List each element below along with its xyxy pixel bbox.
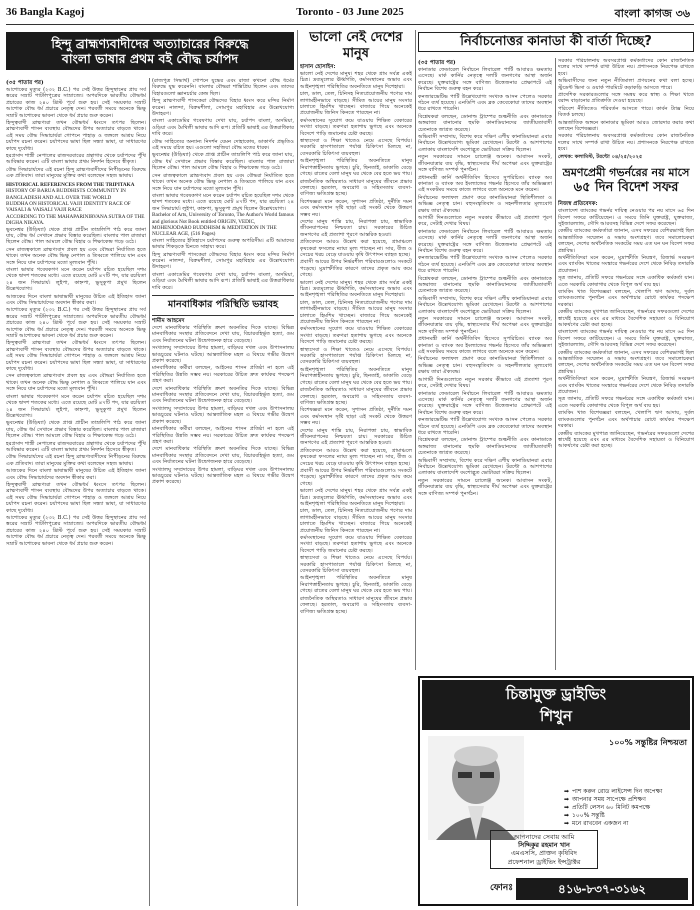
article3-paragraph: প্রধানমন্ত্রী কার্নি অর্থনীতিবিদ হিসেবে সুপরিচিত। ব্যাংক অব কানাডা ও ব্যাংক অব ইংল্যান্ডের গভর্নর হিসেবে তাঁর অভিজ্ঞতা এই সংকটময় সময়ে কাজে লাগবে বলে অনেকে মনে করেন। [418,174,552,194]
ad-feature-item [564,812,692,820]
article4-headline-line1: ভ্রমণপ্রেমী গভর্নরের নয় মাসে [562,166,690,180]
article1-headline-line1: হিন্দু ব্রাহ্মণ্যবাদীদের অত্যাচারের বিরুদ্ধে [51,36,249,51]
article1-paragraph: বৌদ্ধ সাহিত্যের অন্যান্য নিদর্শন যেমন দোহাকোষ, ডাকার্ণব প্রভৃতিও এই সময়ে রচিত হয়। এগুলো সহজিয়া বৌদ্ধ মতের ধারক। [152,138,294,152]
article2-paragraph: ভালো নেই দেশের মানুষ। শহর থেকে গ্রাম সর্বত্র একই চিত্র। দ্রব্যমূল্যের ঊর্ধ্বগতি, কর্মসংস্থানের অভাব এবং আইনশৃঙ্খলা পরিস্থিতির অবনতিতে মানুষ দিশেহারা। [300,488,412,507]
article3-paragraph: নতুন সরকারের সামনে চ্যালেঞ্জ অনেক। আবাসন সংকট, জীবনযাত্রার ব্যয় বৃদ্ধি, স্বাস্থ্যসেবার দীর্ঘ অপেক্ষা এবং যুক্তরাষ্ট্রের সঙ্গে বাণিজ্য সম্পর্ক পুনর্গঠন। [418,154,552,174]
ad-feature-item [564,788,692,796]
article4-paragraph: কেন্দ্রীয় ব্যাংকের মুখপাত্র জানিয়েছেন, গভর্নরের সফরগুলো দেশের স্বার্থেই হয়েছে এবং এর মাধ্যমে বৈদেশিক সহায়তা ও বিনিয়োগ আকর্ষণের চেষ্টা করা হচ্ছে। [558,430,694,450]
section2-headline: মানবাধিকার পরিস্থিতি ভয়াবহ [152,295,294,316]
section2-paragraph: সংখ্যালঘু সম্প্রদায়ের উপর হামলা, বাড়িঘর দখল এবং উপাসনালয় ভাঙচুরের ঘটনাও ঘটছে। আন্তর্জাতিক মহল এ বিষয়ে গভীর উদ্বেগ প্রকাশ করেছে। [152,466,294,486]
article3-paragraph: আন্তর্জাতিক অঙ্গনে কানাডার ভূমিকা আরও জোরদার করার কথা বলছেন বিশেষজ্ঞরা। [558,119,694,133]
column-3 [300,30,412,906]
header-rule [6,24,694,25]
ad-title-line2: শিখুন [540,707,572,725]
article1-reference: BUDDHA ON HISTORICAL VAJJI IDENTITY RACE OF VAISALI & VAISALI VAJJI RACE [6,200,131,214]
article2-paragraph: প্রবাসী আয়ের উপর নির্ভরশীল পরিবারগুলোও সংকটে পড়েছে। মুদ্রাস্ফীতির কারণে তাদের প্রকৃত আয় কমে গেছে। [300,259,412,279]
ad-feature-text: আপনার সময় সাপেক্ষে প্রশিক্ষণ [572,796,646,803]
section2-paragraph: দেশে মানবাধিকার পরিস্থিতি ক্রমশ অবনতির দিকে যাচ্ছে। বিভিন্ন মানবাধিকার সংস্থার প্রতিবেদনে দেখা যায়, বিচারবহির্ভূত হত্যা, গুম এবং নির্যাতনের ঘটনা উদ্বেগজনক হারে বেড়েছে। [152,446,294,466]
section2-paragraph: দেশে মানবাধিকার পরিস্থিতি ক্রমশ অবনতির দিকে যাচ্ছে। বিভিন্ন মানবাধিকার সংস্থার প্রতিবেদনে দেখা যায়, বিচারবহির্ভূত হত্যা, গুম এবং নির্যাতনের ঘটনা উদ্বেগজনক হারে বেড়েছে। [152,325,294,344]
article1-paragraph: হিন্দু ব্রাহ্মণ্যবাদী শাসকেরা বৌদ্ধদের বিহার ধ্বংস করে মন্দির নির্মাণ করেন। নালন্দা, বিক্রমশীলা, সোমপুর মহাবিহার এর উল্লেখযোগ্য উদাহরণ। [152,251,294,271]
article2-paragraph: প্রতিবেদনে আরও উল্লেখ করা হয়েছে, গ্রামাঞ্চলে কৃষকেরা ফসলের ন্যায্য মূল্য পাচ্ছেন না। সার, বীজ ও সেচের খরচ বেড়ে যাওয়ায় কৃষি উৎপাদন ব্যাহত হচ্ছে। [300,447,412,467]
article4-paragraph: সূত্র জানায়, প্রতিটি সফরে গভর্নরের সঙ্গে একাধিক কর্মকর্তা যান। এতে সরকারি কোষাগার থেকে বিপুল অর্থ ব্যয় হয়। [558,396,694,409]
article1-headline-block [6,32,294,72]
article1-reference: HISTORY OF BARUA BUDDHISTS COMMUNITY IN BANGLADESH AND ALL OVER THE WORLD [6,188,126,201]
article4-paragraph: বাংলাদেশ ব্যাংকের গভর্নর দায়িত্ব নেওয়ার পর নয় মাসে ৬৫ দিন বিদেশ সফরে কাটিয়েছেন। এ সময়ে তিনি যুক্তরাষ্ট্র, যুক্তরাজ্য, সুইজারল্যান্ড, সৌদি আরবসহ বিভিন্ন দেশে সফর করেছেন। [558,208,694,227]
article4-paragraph: সূত্র জানায়, প্রতিটি সফরে গভর্নরের সঙ্গে একাধিক কর্মকর্তা যান। এতে সরকারি কোষাগার থেকে বিপুল অর্থ ব্যয় হয়। [558,275,694,288]
column-divider [555,58,556,670]
article3-paragraph: কনজারভেটিভ পার্টি উল্লেখযোগ্য সংখ্যক আসন পেলেও সরকার গঠনে ব্যর্থ হয়েছে। এনডিপি এবং ব্লক কেবেকোয়া তাদের অবস্থান ধরে রাখতে পারেনি। [418,417,552,436]
article1-reference: ACCORDING TO THE MAHAPARINIRVANA SUTRA OF THE DIGHA NIKAYA. [6,213,145,227]
article3-paragraph: কনজারভেটিভ পার্টি উল্লেখযোগ্য সংখ্যক আসন পেলেও সরকার গঠনে ব্যর্থ হয়েছে। এনডিপি এবং ব্লক কেবেকোয়া তাদের অবস্থান ধরে রাখতে পারেনি। [418,93,552,113]
article4-headline-line2: ৬৫ দিন বিদেশ সফর [573,180,679,196]
ad-feature-text: ১০০% সন্তুষ্টি [572,812,605,819]
arrow-icon: ➡ [564,796,570,803]
article2-paragraph: কর্মসংস্থানের সুযোগ কমে যাওয়ায় শিক্ষিত বেকারের সংখ্যা বাড়ছে। তরুণরা হতাশায় ভুগছে এবং অনেকে বিদেশে পাড়ি জমানোর চেষ্টা করছে। [300,326,412,346]
section2-byline: শামীম আহমেদ [152,318,185,324]
article3-paragraph: অভিবাসী সম্প্রদায়, বিশেষ করে দক্ষিণ এশীয় কানাডিয়ানরা এবার নির্বাচনে উল্লেখযোগ্য ভূমিকা রেখেছেন। টরন্টো ও আশপাশের এলাকায় বাংলাদেশি বংশোদ্ভূত ভোটাররা সক্রিয় ছিলেন। [418,134,552,153]
driving-school-ad [418,676,694,906]
article1-paragraph: (রাজপুত্র সিদ্ধার্থ) গোপনে যুদ্ধের এবং রাজা কখনো বৌদ্ধ ধর্মের বিরুদ্ধে যুদ্ধ করেননি। বাংলার বৌদ্ধরা শান্তিপ্রিয় ছিলেন এবং তাদের বিহারগুলো জ্ঞানচর্চার কেন্দ্র ছিল। [152,78,294,97]
article3-paragraph: নতুন সরকারের সামনে চ্যালেঞ্জ অনেক। আবাসন সংকট, জীবনযাত্রার ব্যয় বৃদ্ধি, স্বাস্থ্যসেবার দীর্ঘ অপেক্ষা এবং যুক্তরাষ্ট্রের সঙ্গে বাণিজ্য সম্পর্ক পুনর্গঠন। [418,316,552,335]
article4-headline [558,166,694,196]
page-number-right: বাংলা কাগজ ৩৬ [614,7,690,20]
article3-headline: নির্বাচনোত্তর কানাডা কী বার্তা দিচ্ছে? [418,32,694,52]
article3-paragraph: কনজারভেটিভ পার্টি উল্লেখযোগ্য সংখ্যক আসন পেলেও সরকার গঠনে ব্যর্থ হয়েছে। এনডিপি এবং ব্লক কেবেকোয়া তাদের অবস্থান ধরে রাখতে পারেনি। [418,255,552,275]
section2-paragraph: সংখ্যালঘু সম্প্রদায়ের উপর হামলা, বাড়িঘর দখল এবং উপাসনালয় ভাঙচুরের ঘটনাও ঘটছে। আন্তর্জাতিক মহল এ বিষয়ে গভীর উদ্বেগ প্রকাশ করেছে। [152,345,294,365]
article1-paragraph: হরপ্রসাদ শাস্ত্রী নেপালের রাজদরবারের গ্রন্থাগার থেকে চর্যাপদের পুঁথি আবিষ্কার করেন। এটি বাংলা ভাষার প্রথম নিদর্শন হিসেবে স্বীকৃত। [6,440,146,453]
article2-paragraph: রাজনৈতিক অস্থিরতাও সাধারণ মানুষের জীবনে প্রভাব ফেলছে। হরতাল, অবরোধ ও সহিংসতায় ব্যবসা-বাণিজ্য ক্ষতিগ্রস্ত হচ্ছে। [300,178,412,198]
article2-paragraph: প্রবাসী আয়ের উপর নির্ভরশীল পরিবারগুলোও সংকটে পড়েছে। মুদ্রাস্ফীতির কারণে তাদের প্রকৃত আয় কমে গেছে। [300,467,412,487]
article3-paragraph: অভিবাসী সম্প্রদায়, বিশেষ করে দক্ষিণ এশীয় কানাডিয়ানরা এবার নির্বাচনে উল্লেখযোগ্য ভূমিকা রেখেছেন। টরন্টো ও আশপাশের এলাকায় বাংলাদেশি বংশোদ্ভূত ভোটাররা সক্রিয় ছিলেন। [418,457,552,477]
page-number-left: 36 Bangla Kagoj [6,6,85,18]
ad-feature-item [564,820,692,828]
article3-paragraph: অভিবাসী সম্প্রদায়, বিশেষ করে দক্ষিণ এশীয় কানাডিয়ানরা এবার নির্বাচনে উল্লেখযোগ্য ভূমিকা রেখেছেন। টরন্টো ও আশপাশের এলাকায় বাংলাদেশি বংশোদ্ভূত ভোটাররা সক্রিয় ছিলেন। [418,295,552,315]
ad-feature-text: মনে রাখবেন একজন না [572,820,629,827]
article1-paragraph: বাংলা একাডেমির গবেষণায় দেখা যায়, চর্যাপদ বাংলা, অসমিয়া, ওড়িয়া এবং মৈথিলী ভাষার আদি রূপ। প্রতিটি ভাষাই এর উত্তরাধিকার দাবি করে। [152,118,294,138]
article2-paragraph: স্বাস্থ্যসেবা ও শিক্ষা খাতেও নেমে এসেছে বিপর্যয়। সরকারি হাসপাতালে পর্যাপ্ত চিকিৎসা মিলছে না, বেসরকারি চিকিৎসা ব্যয়বহুল। [300,138,412,157]
article1-paragraph: বাংলা ভাষার গবেষকগণ মনে করেন চর্যাপদ রচিত হয়েছিল দশম থেকে দ্বাদশ শতকের মধ্যে। এতে রয়েছে মোট ৪৭টি পদ, যার রচয়িতা ২৪ জন সিদ্ধাচার্য। লুইপা, কাহ্নপা, ভুসুকুপা প্রমুখ ছিলেন উল্লেখযোগ্য। [152,192,294,212]
article2-paragraph: স্বাস্থ্যসেবা ও শিক্ষা খাতেও নেমে এসেছে বিপর্যয়। সরকারি হাসপাতালে পর্যাপ্ত চিকিৎসা মিলছে না, বেসরকারি চিকিৎসা ব্যয়বহুল। [300,555,412,575]
article1-paragraph: আশোকের মৃত্যুর (২৩২ B.C.) পর সেই উত্তর হিন্দুস্থানের প্রায় সর্ব স্তরের সম্রাট পাটলিপুত্রের সাম্রাজ্যে। অপরদিকে ভারতীয় বৌদ্ধধর্ম প্রচারের কাজ ২৪০ খ্রিস্ট পূর্বে শুরু হয়। সেই সময়কার সম্রাট আশোক বৌদ্ধ ধর্ম প্রচারে নেতৃত্ব দেন। পরবর্তী সময়ে অনেকে ভিক্ষু সম্রাট আশোকের ভাবনা থেকে ধর্ম প্রচার শুরু করেন। [6,87,146,119]
article1-paragraph: ভুবনেশ্বর (উড়িষ্যা) থেকে প্রাপ্ত প্রাচীন তাম্রলিপি পাঠ করে জানা যায়, বৌদ্ধ ধর্ম সেখানে প্রভাব বিস্তার করেছিল। বাংলার পাল রাজারা ছিলেন বৌদ্ধ। পাল আমলে বৌদ্ধ বিহার ও শিক্ষাকেন্দ্র গড়ে ওঠে। [152,152,294,172]
article2-paragraph: রাজনৈতিক অস্থিরতাও সাধারণ মানুষের জীবনে প্রভাব ফেলছে। হরতাল, অবরোধ ও সহিংসতায় ব্যবসা-বাণিজ্য ক্ষতিগ্রস্ত হচ্ছে। [300,387,412,406]
article1-paragraph: বাংলা সাহিত্যের ইতিহাসে চর্যাপদের গুরুত্ব অপরিসীম। এটি আমাদের ভাষার শিকড়কে চিনতে সাহায্য করে। [152,237,294,251]
column-2 [152,78,294,906]
article4-byline: নিজস্ব প্রতিবেদক: [558,201,598,208]
article1-paragraph: আজকের দিনে বাংলা ভাষাভাষী মানুষের উচিত এই ইতিহাস জানা এবং বৌদ্ধ সিদ্ধাচার্যদের অবদান স্বীকার করা। [6,468,146,481]
article2-paragraph: আইনশৃঙ্খলা পরিস্থিতির অবনতিতে মানুষ নিরাপত্তাহীনতায় ভুগছে। চুরি, ছিনতাই, ডাকাতি বেড়ে গেছে। রাতের বেলা মানুষ ঘর থেকে বের হতে ভয় পায়। [300,158,412,178]
ad-contact-intro: আপনাদের সেবায় আমি [513,833,575,841]
article3-signature: লেখক: কলামিস্ট, টরন্টো ০৪/২৫/২০২৫ [558,153,643,160]
article3-headline-block [418,32,694,54]
arrow-icon: ➡ [564,804,570,811]
article3-paragraph: কানাডার ফেডারেল নির্বাচনে লিবারেল পার্টি আবারও ক্ষমতায় এসেছে। মার্ক কার্নির নেতৃত্বে দলটি জনগণের আস্থা অর্জন করেছে। যুক্তরাষ্ট্রের সঙ্গে বাণিজ্য উত্তেজনার প্রেক্ষাপটে এই নির্বাচন বিশেষ গুরুত্ব বহন করে। [418,67,552,93]
article3-paragraph: কানাডার ফেডারেল নির্বাচনে লিবারেল পার্টি আবারও ক্ষমতায় এসেছে। মার্ক কার্নির নেতৃত্বে দলটি জনগণের আস্থা অর্জন করেছে। যুক্তরাষ্ট্রের সঙ্গে বাণিজ্য উত্তেজনার প্রেক্ষাপটে এই নির্বাচন বিশেষ গুরুত্ব বহন করে। [418,228,552,254]
article1-paragraph: বৌদ্ধ সিদ্ধাচার্যদের এই রচনা হিন্দু ব্রাহ্মণ্যবাদীদের নিপীড়নের বিরুদ্ধে এক প্রতিবাদ। তারা মানুষের মুক্তির কথা বলেছেন সহজ ভাষায়। [6,454,146,467]
arrow-icon: ➡ [564,788,570,795]
ad-contact-box [490,830,598,869]
article2-paragraph: চাল, ডাল, তেল, চিনিসহ নিত্যপ্রয়োজনীয় পণ্যের দাম লাগামহীনভাবে বাড়ছে। সীমিত আয়ের মানুষ সংসার চালাতে হিমশিম খাচ্ছেন। বাজারে গিয়ে অনেকেই প্রয়োজনীয় জিনিস কিনতে পারছেন না। [300,508,412,534]
article1-paragraph: হিন্দু ব্রাহ্মণ্যবাদী শাসকেরা বৌদ্ধদের বিহার ধ্বংস করে মন্দির নির্মাণ করেন। নালন্দা, বিক্রমশীলা, সোমপুর মহাবিহার এর উল্লেখযোগ্য উদাহরণ। [152,98,294,118]
ad-contact-degree: এমএসসি, প্রাক্তন কৃষিবিদ [511,849,577,858]
article2-paragraph: দেশের মানুষ শান্তি চায়, নিরাপত্তা চায়, স্বাভাবিক জীবনযাপনের নিশ্চয়তা চায়। সরকারের উচিত জনগণের এই প্রত্যাশা পূরণে আন্তরিক হওয়া। [300,427,412,447]
article2-paragraph: বিশেষজ্ঞরা মনে করেন, সুশাসন প্রতিষ্ঠা, দুর্নীতি দমন এবং কর্মসংস্থান সৃষ্টি ছাড়া এই সংকট থেকে উত্তরণ সম্ভব নয়। [300,198,412,218]
section2-paragraph: মানবাধিকার কর্মীরা বলছেন, আইনের শাসন প্রতিষ্ঠা না হলে এই পরিস্থিতির উন্নতি সম্ভব নয়। সরকারের উচিত দ্রুত কার্যকর পদক্ষেপ গ্রহণ করা। [152,365,294,385]
phone-label: ফোনঃ [490,883,514,893]
article1-paragraph: হিন্দুত্ববাদী ব্রাহ্মণ্যরা তখন বৌদ্ধধর্ম ধ্বংসে তৎপর ছিলেন। ব্রাহ্মণ্যবাদী শাসন ব্যবস্থায় বৌদ্ধদের উপর অত্যাচার বাড়তে থাকে। এই সময় বৌদ্ধ সিদ্ধাচার্যরা গোপনে পাহাড় ও জঙ্গলে আশ্রয় নিয়ে চর্যাপদ রচনা করেন। চর্যাপদের ভাষা ছিল সন্ধ্যা ভাষা, যা সাধারণের কাছে দুর্বোধ্য। [6,481,146,514]
article2-paragraph: কর্মসংস্থানের সুযোগ কমে যাওয়ায় শিক্ষিত বেকারের সংখ্যা বাড়ছে। তরুণরা হতাশায় ভুগছে এবং অনেকে বিদেশে পাড়ি জমানোর চেষ্টা করছে। [300,117,412,137]
article3-paragraph: প্রধানমন্ত্রী কার্নি অর্থনীতিবিদ হিসেবে সুপরিচিত। ব্যাংক অব কানাডা ও ব্যাংক অব ইংল্যান্ডের গভর্নর হিসেবে তাঁর অভিজ্ঞতা এই সংকটময় সময়ে কাজে লাগবে বলে অনেকে মনে করেন। [418,336,552,356]
instructor-photo [428,736,524,840]
column-divider [415,30,416,670]
article2-paragraph: দেশের মানুষ শান্তি চায়, নিরাপত্তা চায়, স্বাভাবিক জীবনযাপনের নিশ্চয়তা চায়। সরকারের উচিত জনগণের এই প্রত্যাশা পূরণে আন্তরিক হওয়া। [300,218,412,238]
ad-feature-item [564,804,692,812]
article3-paragraph: সরকার পরিচালনায় অবসরপ্রাপ্ত কর্মকর্তাদের কোন রাজনৈতিক দলের সাথে সম্পর্ক রাখা উচিত নয়। প্রশাসনকে নিরপেক্ষ রাখতে হবে। [558,133,694,153]
article1-paragraph: বৌদ্ধ সিদ্ধাচার্যদের এই রচনা হিন্দু ব্রাহ্মণ্যবাদীদের নিপীড়নের বিরুদ্ধে এক প্রতিবাদ। তারা মানুষের মুক্তির কথা বলেছেন সহজ ভাষায়। [6,166,146,180]
article3-paragraph: নির্বাচনের ফলাফল প্রমাণ করে কানাডিয়ানরা স্থিতিশীলতা ও অভিজ্ঞ নেতৃত্ব চান। বহুসংস্কৃতিবাদ ও সহনশীলতার মূল্যবোধ রক্ষায় তারা ঐক্যবদ্ধ। [418,194,552,214]
article2-byline: হাসান হোসাইন: [300,64,336,70]
article3-paragraph: আগামী দিনগুলোতে নতুন সরকার কীভাবে এই প্রত্যাশা পূরণ করে, সেটাই দেখার বিষয়। [418,376,552,390]
article1-paragraph: সেন রাজত্বকালে ব্রাহ্মণ্যবাদ প্রবল হয় এবং বৌদ্ধরা নির্যাতিত হতে থাকে। তখন অনেক বৌদ্ধ ভিক্ষু নেপাল ও তিব্বতে পালিয়ে যান এবং সঙ্গে নিয়ে যান চর্যাপদের মতো মূল্যবান পুঁথি। [6,373,146,393]
ad-feature-list [564,788,692,828]
article4-paragraph: ব্যাংকিং খাত বিশেষজ্ঞরা বলছেন, খেলাপি ঋণ আদায়, দুর্বল ব্যাংকগুলোর পুনর্গঠন এবং অর্থপাচার রোধে কার্যকর পদক্ষেপ দরকার। [558,410,694,430]
article3-paragraph: বিশ্লেষকরা বলছেন, ডোনাল্ড ট্রাম্পের শুল্কনীতি এবং কানাডাকে অঙ্গরাজ্য বানানোর হুমকি কানাডিয়ানদের জাতীয়তাবাদী চেতনাকে জাগ্রত করেছে। [418,275,552,295]
article2-paragraph: স্বাস্থ্যসেবা ও শিক্ষা খাতেও নেমে এসেছে বিপর্যয়। সরকারি হাসপাতালে পর্যাপ্ত চিকিৎসা মিলছে না, বেসরকারি চিকিৎসা ব্যয়বহুল। [300,346,412,366]
article1-paragraph: হিন্দুত্ববাদী ব্রাহ্মণ্যরা তখন বৌদ্ধধর্ম ধ্বংসে তৎপর ছিলেন। ব্রাহ্মণ্যবাদী শাসন ব্যবস্থায় বৌদ্ধদের উপর অত্যাচার বাড়তে থাকে। এই সময় বৌদ্ধ সিদ্ধাচার্যরা গোপনে পাহাড় ও জঙ্গলে আশ্রয় নিয়ে চর্যাপদ রচনা করেন। চর্যাপদের ভাষা ছিল সন্ধ্যা ভাষা, যা সাধারণের কাছে দুর্বোধ্য। [6,120,146,152]
column-divider [297,30,298,906]
article1-paragraph: সেন রাজত্বকালে ব্রাহ্মণ্যবাদ প্রবল হয় এবং বৌদ্ধরা নির্যাতিত হতে থাকে। তখন অনেক বৌদ্ধ ভিক্ষু নেপাল ও তিব্বতে পালিয়ে যান এবং সঙ্গে নিয়ে যান চর্যাপদের মতো মূল্যবান পুঁথি। [152,172,294,192]
section2-paragraph: মানবাধিকার কর্মীরা বলছেন, আইনের শাসন প্রতিষ্ঠা না হলে এই পরিস্থিতির উন্নতি সম্ভব নয়। সরকারের উচিত দ্রুত কার্যকর পদক্ষেপ গ্রহণ করা। [152,426,294,445]
ad-phone-number[interactable]: ৪১৬-৮৩৭-৩১৬২ [516,878,688,900]
ad-feature-item [564,796,692,804]
article4-paragraph: কেন্দ্রীয় ব্যাংকের কর্মকর্তারা জানান, এসব সফরের বেশিরভাগই ছিল আন্তর্জাতিক সম্মেলন ও সভায় অংশগ্রহণ। তবে সমালোচকরা বলছেন, দেশের অর্থনৈতিক সংকটের সময় এত ঘন ঘন বিদেশ সফর প্রশ্নবিদ্ধ। [558,228,694,254]
article2-headline: ভালো নেই দেশের মানুষ [309,30,403,61]
article2-paragraph: চাল, ডাল, তেল, চিনিসহ নিত্যপ্রয়োজনীয় পণ্যের দাম লাগামহীনভাবে বাড়ছে। সীমিত আয়ের মানুষ সংসার চালাতে হিমশিম খাচ্ছেন। বাজারে গিয়ে অনেকেই প্রয়োজনীয় জিনিস কিনতে পারছেন না। [300,91,412,117]
article3-paragraph: বিশ্লেষকরা বলছেন, ডোনাল্ড ট্রাম্পের শুল্কনীতি এবং কানাডাকে অঙ্গরাজ্য বানানোর হুমকি কানাডিয়ানদের জাতীয়তাবাদী চেতনাকে জাগ্রত করেছে। [418,113,552,133]
ad-contact-name: সিদ্দিকুর রহমান খান [518,841,570,850]
article2-paragraph: চাল, ডাল, তেল, চিনিসহ নিত্যপ্রয়োজনীয় পণ্যের দাম লাগামহীনভাবে বাড়ছে। সীমিত আয়ের মানুষ সংসার চালাতে হিমশিম খাচ্ছেন। বাজারে গিয়ে অনেকেই প্রয়োজনীয় জিনিস কিনতে পারছেন না। [300,299,412,326]
arrow-icon: ➡ [564,820,570,827]
article1-paragraph: ভুবনেশ্বর (উড়িষ্যা) থেকে প্রাপ্ত প্রাচীন তাম্রলিপি পাঠ করে জানা যায়, বৌদ্ধ ধর্ম সেখানে প্রভাব বিস্তার করেছিল। বাংলার পাল রাজারা ছিলেন বৌদ্ধ। পাল আমলে বৌদ্ধ বিহার ও শিক্ষাকেন্দ্র গড়ে ওঠে। [6,226,146,246]
author-credentials: Bachelor of Arts, University of Toronto, The Author's World famous and glorious Not Book entitled ORIGIN, VEDIC, MOHENJODARO BUDDHISM & MEDITATION IN THE NUCLEAR AGE, (516 Pages) [152,212,294,238]
article1-paragraph: সেন রাজত্বকালে ব্রাহ্মণ্যবাদ প্রবল হয় এবং বৌদ্ধরা নির্যাতিত হতে থাকে। তখন অনেক বৌদ্ধ ভিক্ষু নেপাল ও তিব্বতে পালিয়ে যান এবং সঙ্গে নিয়ে যান চর্যাপদের মতো মূল্যবান পুঁথি। [6,246,146,266]
article1-paragraph: বাংলা একাডেমির গবেষণায় দেখা যায়, চর্যাপদ বাংলা, অসমিয়া, ওড়িয়া এবং মৈথিলী ভাষার আদি রূপ। প্রতিটি ভাষাই এর উত্তরাধিকার দাবি করে। [152,271,294,291]
column-divider [149,78,150,906]
column-1 [6,78,146,906]
article4-paragraph: কেন্দ্রীয় ব্যাংকের কর্মকর্তারা জানান, এসব সফরের বেশিরভাগই ছিল আন্তর্জাতিক সম্মেলন ও সভায় অংশগ্রহণ। তবে সমালোচকরা বলছেন, দেশের অর্থনৈতিক সংকটের সময় এত ঘন ঘন বিদেশ সফর প্রশ্নবিদ্ধ। [558,349,694,375]
article3-paragraph: পরিবেশ নীতিতেও পরিবর্তন আসতে পারে। কার্বন ট্যাক্স নিয়ে বিতর্ক চলছে। [558,105,694,119]
section2-paragraph: দেশে মানবাধিকার পরিস্থিতি ক্রমশ অবনতির দিকে যাচ্ছে। বিভিন্ন মানবাধিকার সংস্থার প্রতিবেদনে দেখা যায়, বিচারবহির্ভূত হত্যা, গুম এবং নির্যাতনের ঘটনা উদ্বেগজনক হারে বেড়েছে। [152,385,294,405]
article3-paragraph: আগামী দিনগুলোতে নতুন সরকার কীভাবে এই প্রত্যাশা পূরণ করে, সেটাই দেখার বিষয়। [418,214,552,228]
article1-paragraph: বাংলা ভাষার গবেষকগণ মনে করেন চর্যাপদ রচিত হয়েছিল দশম থেকে দ্বাদশ শতকের মধ্যে। এতে রয়েছে মোট ৪৭টি পদ, যার রচয়িতা ২৪ জন সিদ্ধাচার্য। লুইপা, কাহ্নপা, ভুসুকুপা প্রমুখ ছিলেন উল্লেখযোগ্য। [6,393,146,419]
article2-paragraph: ভালো নেই দেশের মানুষ। শহর থেকে গ্রাম সর্বত্র একই চিত্র। দ্রব্যমূল্যের ঊর্ধ্বগতি, কর্মসংস্থানের অভাব এবং আইনশৃঙ্খলা পরিস্থিতির অবনতিতে মানুষ দিশেহারা। [300,71,412,90]
article3-paragraph: নির্বাচনের ফলাফল প্রমাণ করে কানাডিয়ানরা স্থিতিশীলতা ও অভিজ্ঞ নেতৃত্ব চান। বহুসংস্কৃতিবাদ ও সহনশীলতার মূল্যবোধ রক্ষায় তারা ঐক্যবদ্ধ। [418,356,552,376]
article2-paragraph: ভালো নেই দেশের মানুষ। শহর থেকে গ্রাম সর্বত্র একই চিত্র। দ্রব্যমূল্যের ঊর্ধ্বগতি, কর্মসংস্থানের অভাব এবং আইনশৃঙ্খলা পরিস্থিতির অবনতিতে মানুষ দিশেহারা। [300,279,412,299]
ad-title-line1: চিন্তামুক্ত ড্রাইভিং [505,685,607,703]
section2-paragraph: সংখ্যালঘু সম্প্রদায়ের উপর হামলা, বাড়িঘর দখল এবং উপাসনালয় ভাঙচুরের ঘটনাও ঘটছে। আন্তর্জাতিক মহল এ বিষয়ে গভীর উদ্বেগ প্রকাশ করেছে। [152,405,294,425]
article1-paragraph: বাংলা ভাষার গবেষকগণ মনে করেন চর্যাপদ রচিত হয়েছিল দশম থেকে দ্বাদশ শতকের মধ্যে। এতে রয়েছে মোট ৪৭টি পদ, যার রচয়িতা ২৪ জন সিদ্ধাচার্য। লুইপা, কাহ্নপা, ভুসুকুপা প্রমুখ ছিলেন উল্লেখযোগ্য। [6,266,146,293]
arrow-icon: ➡ [564,812,570,819]
ad-feature-text: পাশ করুন রোড লাইসেন্স দিন অপেক্ষা [572,788,663,795]
article1-headline-line2: বাংলা ভাষার প্রথম বই বৌদ্ধ চর্যাপদ [61,51,239,66]
column-5 [558,58,694,670]
article3-paragraph: কানাডার ফেডারেল নির্বাচনে লিবারেল পার্টি আবারও ক্ষমতায় এসেছে। মার্ক কার্নির নেতৃত্বে দলটি জনগণের আস্থা অর্জন করেছে। যুক্তরাষ্ট্রের সঙ্গে বাণিজ্য উত্তেজনার প্রেক্ষাপটে এই নির্বাচন বিশেষ গুরুত্ব বহন করে। [418,390,552,416]
column-4 [418,58,552,670]
article3-paragraph: প্রাদেশিক সরকারগুলোর সঙ্গে সমন্বয় করে স্বাস্থ্য ও শিক্ষা খাতে বরাদ্দ বাড়ানোর প্রতিশ্রুতি দেওয়া হয়েছে। [558,92,694,105]
article1-paragraph: হিন্দুত্ববাদী ব্রাহ্মণ্যরা তখন বৌদ্ধধর্ম ধ্বংসে তৎপর ছিলেন। ব্রাহ্মণ্যবাদী শাসন ব্যবস্থায় বৌদ্ধদের উপর অত্যাচার বাড়তে থাকে। এই সময় বৌদ্ধ সিদ্ধাচার্যরা গোপনে পাহাড় ও জঙ্গলে আশ্রয় নিয়ে চর্যাপদ রচনা করেন। চর্যাপদের ভাষা ছিল সন্ধ্যা ভাষা, যা সাধারণের কাছে দুর্বোধ্য। [6,340,146,373]
article4-paragraph: অর্থনীতিবিদরা মনে করেন, মুদ্রাস্ফীতি নিয়ন্ত্রণ, রিজার্ভ সংরক্ষণ এবং ব্যাংকিং খাতের সংস্কারে গভর্নরের দেশে থেকে নিবিড় তদারকি প্রয়োজন। [558,254,694,274]
article3-paragraph: নতুন সরকারের সামনে চ্যালেঞ্জ অনেক। আবাসন সংকট, জীবনযাত্রার ব্যয় বৃদ্ধি, স্বাস্থ্যসেবার দীর্ঘ অপেক্ষা এবং যুক্তরাষ্ট্রের সঙ্গে বাণিজ্য সম্পর্ক পুনর্গঠন। [418,477,552,497]
ad-title-banner [422,680,690,730]
article2-paragraph: রাজনৈতিক অস্থিরতাও সাধারণ মানুষের জীবনে প্রভাব ফেলছে। হরতাল, অবরোধ ও সহিংসতায় ব্যবসা-বাণিজ্য ক্ষতিগ্রস্ত হচ্ছে। [300,595,412,615]
article2-paragraph: আইনশৃঙ্খলা পরিস্থিতির অবনতিতে মানুষ নিরাপত্তাহীনতায় ভুগছে। চুরি, ছিনতাই, ডাকাতি বেড়ে গেছে। রাতের বেলা মানুষ ঘর থেকে বের হতে ভয় পায়। [300,366,412,386]
article4-paragraph: বাংলাদেশ ব্যাংকের গভর্নর দায়িত্ব নেওয়ার পর নয় মাসে ৬৫ দিন বিদেশ সফরে কাটিয়েছেন। এ সময়ে তিনি যুক্তরাষ্ট্র, যুক্তরাজ্য, সুইজারল্যান্ড, সৌদি আরবসহ বিভিন্ন দেশে সফর করেছেন। [558,329,694,349]
ad-guarantee: ১০০% সন্তুষ্টির নিশ্চয়তা [609,738,687,747]
ad-contact-title: প্রফেশনাল ড্রাইভিং ইন্সট্রাক্টর [507,857,581,866]
article3-paragraph: সরকার পরিচালনায় অবসরপ্রাপ্ত কর্মকর্তাদের কোন রাজনৈতিক দলের সাথে সম্পর্ক রাখা উচিত নয়। প্রশাসনকে নিরপেক্ষ রাখতে হবে। [558,58,694,77]
page-header [0,0,700,28]
article1-headline [6,32,294,70]
article3-paragraph: অভিবাসীদের জন্য নতুন নীতিমালা প্রণয়নের কথা বলা হচ্ছে। স্টুডেন্ট ভিসা ও ওয়ার্ক পারমিটে কড়াকড়ি আসতে পারে। [558,78,694,91]
article2-paragraph: বিশেষজ্ঞরা মনে করেন, সুশাসন প্রতিষ্ঠা, দুর্নীতি দমন এবং কর্মসংস্থান সৃষ্টি ছাড়া এই সংকট থেকে উত্তরণ সম্ভব নয়। [300,407,412,427]
article1-references-title: HISTORICAL REFERENCES FROM THE TRIPITAKA [6,181,135,188]
article2-paragraph: কর্মসংস্থানের সুযোগ কমে যাওয়ায় শিক্ষিত বেকারের সংখ্যা বাড়ছে। তরুণরা হতাশায় ভুগছে এবং অনেকে বিদেশে পাড়ি জমানোর চেষ্টা করছে। [300,535,412,554]
article3-byline: (৩৫ পাতার পর) [418,60,456,66]
article1-paragraph: আজকের দিনে বাংলা ভাষাভাষী মানুষের উচিত এই ইতিহাস জানা এবং বৌদ্ধ সিদ্ধাচার্যদের অবদান স্বীকার করা। [6,293,146,306]
article3-paragraph: বিশ্লেষকরা বলছেন, ডোনাল্ড ট্রাম্পের শুল্কনীতি এবং কানাডাকে অঙ্গরাজ্য বানানোর হুমকি কানাডিয়ানদের জাতীয়তাবাদী চেতনাকে জাগ্রত করেছে। [418,437,552,457]
article1-paragraph: আশোকের মৃত্যুর (২৩২ B.C.) পর সেই উত্তর হিন্দুস্থানের প্রায় সর্ব স্তরের সম্রাট পাটলিপুত্রের সাম্রাজ্যে। অপরদিকে ভারতীয় বৌদ্ধধর্ম প্রচারের কাজ ২৪০ খ্রিস্ট পূর্বে শুরু হয়। সেই সময়কার সম্রাট আশোক বৌদ্ধ ধর্ম প্রচারে নেতৃত্ব দেন। পরবর্তী সময়ে অনেকে ভিক্ষু সম্রাট আশোকের ভাবনা থেকে ধর্ম প্রচার শুরু করেন। [6,307,146,340]
article4-paragraph: ব্যাংকিং খাত বিশেষজ্ঞরা বলছেন, খেলাপি ঋণ আদায়, দুর্বল ব্যাংকগুলোর পুনর্গঠন এবং অর্থপাচার রোধে কার্যকর পদক্ষেপ দরকার। [558,288,694,308]
article1-byline: (৩৫ পাতার পর) [6,80,44,86]
article1-paragraph: হরপ্রসাদ শাস্ত্রী নেপালের রাজদরবারের গ্রন্থাগার থেকে চর্যাপদের পুঁথি আবিষ্কার করেন। এটি বাংলা ভাষার প্রথম নিদর্শন হিসেবে স্বীকৃত। [6,153,146,166]
article4-paragraph: অর্থনীতিবিদরা মনে করেন, মুদ্রাস্ফীতি নিয়ন্ত্রণ, রিজার্ভ সংরক্ষণ এবং ব্যাংকিং খাতের সংস্কারে গভর্নরের দেশে থেকে নিবিড় তদারকি প্রয়োজন। [558,376,694,396]
issue-date: Toronto - 03 June 2025 [296,6,404,18]
article4-paragraph: কেন্দ্রীয় ব্যাংকের মুখপাত্র জানিয়েছেন, গভর্নরের সফরগুলো দেশের স্বার্থেই হয়েছে এবং এর মাধ্যমে বৈদেশিক সহায়তা ও বিনিয়োগ আকর্ষণের চেষ্টা করা হচ্ছে। [558,309,694,328]
article2-paragraph: প্রতিবেদনে আরও উল্লেখ করা হয়েছে, গ্রামাঞ্চলে কৃষকেরা ফসলের ন্যায্য মূল্য পাচ্ছেন না। সার, বীজ ও সেচের খরচ বেড়ে যাওয়ায় কৃষি উৎপাদন ব্যাহত হচ্ছে। [300,239,412,258]
article1-paragraph: আশোকের মৃত্যুর (২৩২ B.C.) পর সেই উত্তর হিন্দুস্থানের প্রায় সর্ব স্তরের সম্রাট পাটলিপুত্রের সাম্রাজ্যে। অপরদিকে ভারতীয় বৌদ্ধধর্ম প্রচারের কাজ ২৪০ খ্রিস্ট পূর্বে শুরু হয়। সেই সময়কার সম্রাট আশোক বৌদ্ধ ধর্ম প্রচারে নেতৃত্ব দেন। পরবর্তী সময়ে অনেকে ভিক্ষু সম্রাট আশোকের ভাবনা থেকে ধর্ম প্রচার শুরু করেন। [6,515,146,547]
article1-paragraph: ভুবনেশ্বর (উড়িষ্যা) থেকে প্রাপ্ত প্রাচীন তাম্রলিপি পাঠ করে জানা যায়, বৌদ্ধ ধর্ম সেখানে প্রভাব বিস্তার করেছিল। বাংলার পাল রাজারা ছিলেন বৌদ্ধ। পাল আমলে বৌদ্ধ বিহার ও শিক্ষাকেন্দ্র গড়ে ওঠে। [6,420,146,440]
ad-feature-text: প্রতিটি লেসন ৬০ মিনিট কমপক্ষে [572,804,651,811]
article2-paragraph: আইনশৃঙ্খলা পরিস্থিতির অবনতিতে মানুষ নিরাপত্তাহীনতায় ভুগছে। চুরি, ছিনতাই, ডাকাতি বেড়ে গেছে। রাতের বেলা মানুষ ঘর থেকে বের হতে ভয় পায়। [300,575,412,595]
